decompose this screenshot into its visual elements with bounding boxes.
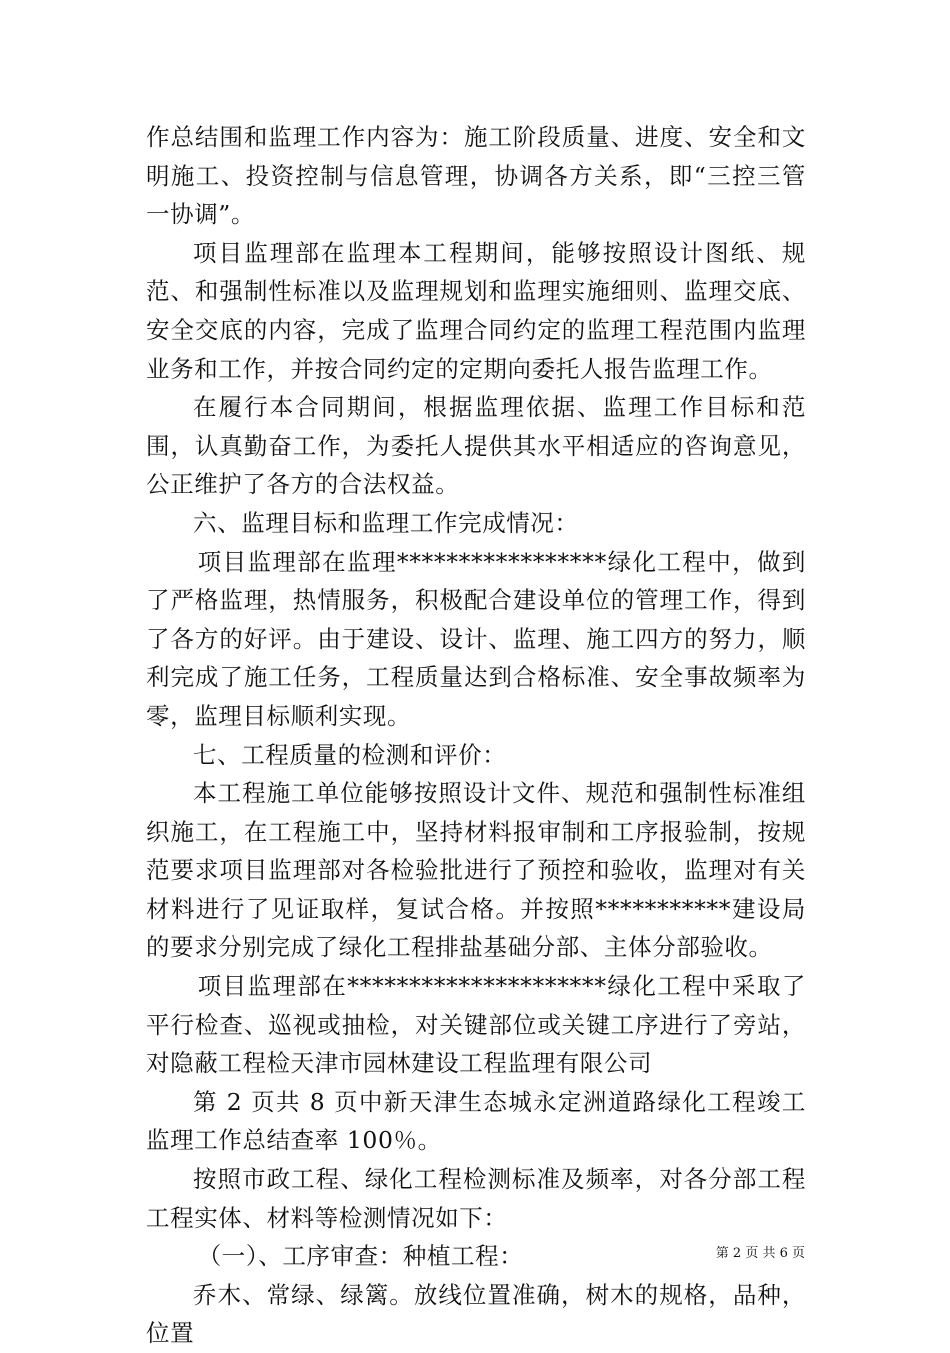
paragraph-page-header-fragment: 第 2 页共 8 页中新天津生态城永定洲道路绿化工程竣工监理工作总结查率 100％。 bbox=[146, 1087, 806, 1155]
section-heading-six: 六、监理目标和监理工作完成情况： bbox=[193, 508, 579, 537]
subsection-heading-process-review: （一）、工序审查：种植工程： bbox=[197, 1242, 524, 1271]
paragraph-scope-summary: 作总结围和监理工作内容为：施工阶段质量、进度、安全和文明施工、投资控制与信息管理，协调各方关系，即“三控三管一协调”。 bbox=[146, 123, 806, 229]
paragraph-contract-performance: 在履行本合同期间，根据监理依据、监理工作目标和范围，认真勤奋工作，为委托人提供其水平相适应的咨询意见，公正维护了各方的合法权益。 bbox=[146, 393, 806, 499]
paragraph-parallel-inspection: 项目监理部在*********************绿化工程中采取了平行检查、巡视或抽检，对关键部位或关键工序进行了旁站，对隐蔽工程检天津市园林建设工程监理有限公司 bbox=[146, 972, 806, 1078]
section-heading-seven: 七、工程质量的检测和评价： bbox=[193, 740, 507, 769]
paragraph-quality-inspection: 本工程施工单位能够按照设计文件、规范和强制性标准组织施工，在工程施工中，坚持材料报审制和工序报验制，按规范要求项目监理部对各检验批进行了预控和验收，监理对有关材料进行了见证取样，复试合格。并按照***********建设局的要求分别完成了绿化工程排盐基础分部、主体分部验收。 bbox=[146, 779, 806, 962]
paragraph-supervision-goals: 项目监理部在监理*****************绿化工程中，做到了严格监理，热情服务，积极配合建设单位的管理工作，得到了各方的好评。由于建设、设计、监理、施工四方的努力，顺利完成了施工任务，工程质量达到合格标准、安全事故频率为零，监理目标顺利实现。 bbox=[146, 547, 806, 730]
paragraph-planting-details: 乔木、常绿、绿篱。放线位置准确，树木的规格，品种，位置 bbox=[146, 1280, 806, 1348]
page-number-footer: 第 2 页 共 6 页 bbox=[715, 1246, 805, 1261]
paragraph-supervision-period: 项目监理部在监理本工程期间，能够按照设计图纸、规范、和强制性标准以及监理规划和监理实施细则、监理交底、安全交底的内容，完成了监理合同约定的监理工程范围内监理业务和工作，并按合同约定的定期向委托人报告监理工作。 bbox=[146, 238, 806, 383]
document-body bbox=[146, 118, 806, 1353]
paragraph-inspection-standards: 按照市政工程、绿化工程检测标准及频率，对各分部工程工程实体、材料等检测情况如下： bbox=[146, 1165, 806, 1232]
